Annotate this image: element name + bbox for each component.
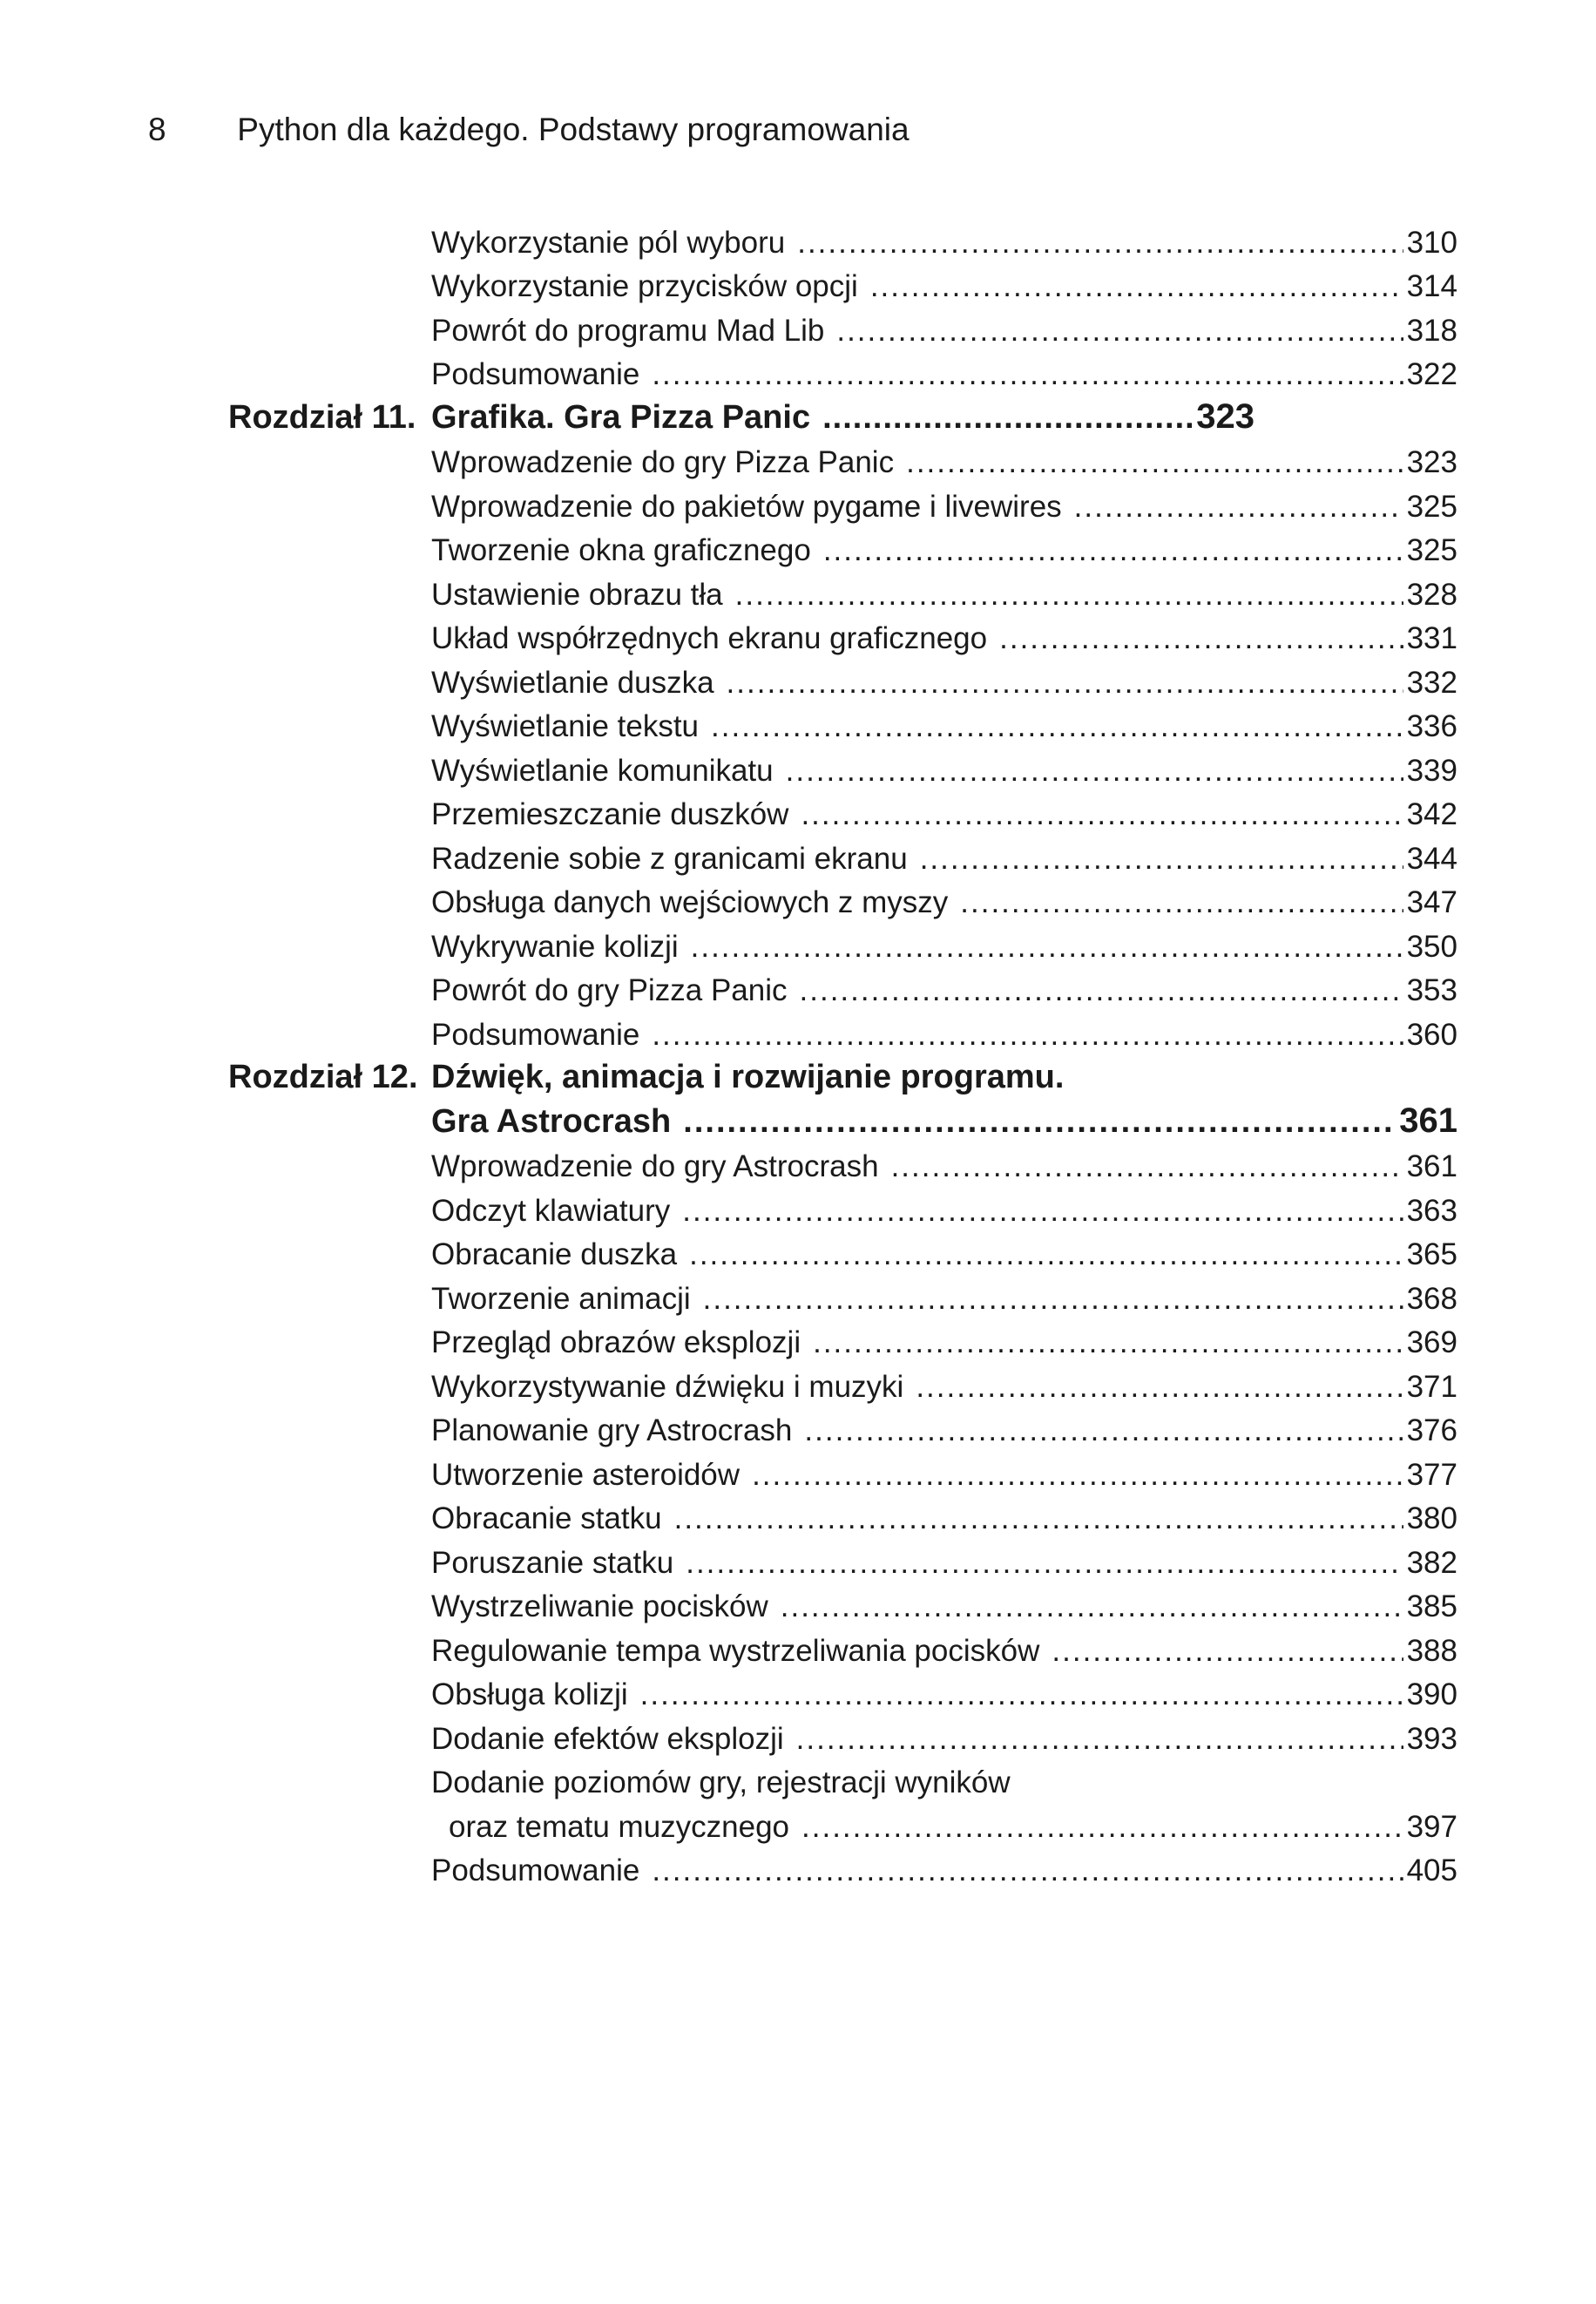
toc-entry-page: 310 — [1406, 225, 1457, 260]
dot-leader — [727, 666, 1403, 701]
toc-entry-page: 382 — [1406, 1545, 1457, 1580]
toc-entry-label: Wyświetlanie duszka — [431, 665, 714, 700]
toc-entry-row — [431, 1634, 1457, 1669]
toc-entry-row — [431, 1765, 1457, 1800]
toc-entry-row — [431, 1018, 1457, 1053]
dot-leader — [640, 1677, 1403, 1712]
dot-leader — [689, 1237, 1403, 1272]
dot-leader — [711, 709, 1403, 744]
dot-leader — [786, 754, 1403, 789]
toc-entry — [0, 1716, 1596, 1760]
toc-entry-continuation — [0, 1804, 1596, 1848]
toc-chapter-title: Gra Astrocrash — [431, 1102, 672, 1140]
toc-entry-label: Układ współrzędnych ekranu graficznego — [431, 621, 988, 655]
toc-entry-row — [431, 1546, 1457, 1581]
toc-entry — [0, 1540, 1596, 1584]
toc-entry-row — [431, 226, 1457, 261]
toc-entry-row — [431, 1853, 1457, 1888]
dot-leader — [870, 269, 1403, 304]
toc-entry-row — [431, 842, 1457, 877]
dot-leader — [682, 1194, 1403, 1229]
toc-entry-label: Poruszanie statku — [431, 1545, 674, 1580]
toc-entry — [0, 1760, 1596, 1805]
toc-entry-row — [431, 1194, 1457, 1229]
toc-entry-label: Dodanie poziomów gry, rejestracji wyników — [431, 1765, 1011, 1799]
toc-entry-page: 405 — [1406, 1853, 1457, 1887]
toc-entry — [0, 1320, 1596, 1365]
toc-entry-page: 369 — [1406, 1325, 1457, 1359]
toc-entry-page: 347 — [1406, 885, 1457, 919]
dot-leader — [822, 399, 1193, 437]
toc-entry-row — [431, 578, 1457, 613]
toc-entry — [0, 1012, 1596, 1056]
dot-leader — [801, 1810, 1403, 1845]
toc-entry — [0, 484, 1596, 528]
toc-entry-row — [431, 666, 1457, 701]
toc-entry-page: 376 — [1406, 1413, 1457, 1447]
dot-leader — [652, 1018, 1403, 1053]
toc-chapter-page: 323 — [1196, 396, 1254, 436]
toc-entry-label: Podsumowanie — [431, 357, 640, 391]
dot-leader — [703, 1282, 1403, 1317]
toc-entry-label: Wykrywanie kolizji — [431, 929, 679, 964]
toc-chapter-title: Dźwięk, animacja i rozwijanie programu. — [431, 1059, 1065, 1095]
toc-entry-page: 353 — [1406, 973, 1457, 1007]
toc-entry-page: 368 — [1406, 1281, 1457, 1316]
toc-entry-page: 350 — [1406, 929, 1457, 964]
toc-entry-page: 342 — [1406, 797, 1457, 831]
toc-entry-page: 323 — [1406, 445, 1457, 479]
toc-entry-page: 331 — [1406, 621, 1457, 655]
toc-entry-label: Podsumowanie — [431, 1853, 640, 1887]
toc-entry — [0, 924, 1596, 968]
toc-entry-row — [431, 754, 1457, 789]
toc-entry-row — [431, 1325, 1457, 1360]
dot-leader — [999, 621, 1403, 656]
toc-entry-row — [431, 1370, 1457, 1405]
toc-entry-row — [431, 1149, 1457, 1184]
toc-entry-label: Powrót do gry Pizza Panic — [431, 973, 788, 1007]
toc-entry-label: Tworzenie okna graficznego — [431, 533, 811, 567]
toc-entry-label: Ustawienie obrazu tła — [431, 577, 723, 612]
toc-entry — [0, 308, 1596, 352]
toc-entry-row — [431, 533, 1457, 568]
page-number: 8 — [148, 112, 166, 147]
dot-leader — [686, 1546, 1403, 1581]
toc-entry-row — [431, 621, 1457, 656]
toc-entry — [0, 836, 1596, 880]
toc-entry — [0, 880, 1596, 925]
toc-chapter — [0, 396, 1596, 440]
toc-entry-label: oraz tematu muzycznego — [449, 1809, 790, 1844]
page-header — [148, 112, 910, 148]
toc-chapter-page: 361 — [1399, 1101, 1457, 1140]
toc-entry — [0, 1628, 1596, 1672]
toc-entry-page: 377 — [1406, 1457, 1457, 1492]
toc-entry — [0, 704, 1596, 749]
table-of-contents — [0, 220, 1596, 1892]
dot-leader — [916, 1370, 1403, 1405]
toc-entry — [0, 1408, 1596, 1453]
toc-entry-label: Obsługa kolizji — [431, 1677, 628, 1711]
toc-entry-page: 322 — [1406, 357, 1457, 391]
dot-leader — [674, 1501, 1403, 1536]
toc-entry — [0, 1364, 1596, 1408]
toc-entry-page: 332 — [1406, 665, 1457, 700]
toc-entry — [0, 528, 1596, 573]
toc-entry — [0, 1672, 1596, 1717]
toc-entry-label: Obsługa danych wejściowych z myszy — [431, 885, 949, 919]
toc-entry-label: Przegląd obrazów eksplozji — [431, 1325, 801, 1359]
toc-entry — [0, 1848, 1596, 1893]
toc-entry-row — [431, 490, 1457, 525]
toc-entry-label: Wystrzeliwanie pocisków — [431, 1589, 768, 1623]
toc-entry-row — [431, 1722, 1457, 1757]
toc-entry — [0, 352, 1596, 396]
toc-entry — [0, 572, 1596, 616]
toc-entry-row — [431, 269, 1457, 304]
dot-leader — [800, 973, 1403, 1008]
toc-entry-label: Obracanie statku — [431, 1501, 662, 1535]
toc-entry-label: Wprowadzenie do gry Pizza Panic — [431, 445, 895, 479]
dot-leader — [836, 314, 1403, 349]
dot-leader — [735, 578, 1403, 613]
dot-leader — [960, 885, 1403, 920]
toc-entry-label: Powrót do programu Mad Lib — [431, 313, 825, 348]
toc-entry-label: Wyświetlanie tekstu — [431, 709, 700, 743]
toc-entry-label: Wprowadzenie do pakietów pygame i livewires — [431, 489, 1062, 524]
toc-entry-page: 393 — [1406, 1721, 1457, 1756]
toc-entry-page: 344 — [1406, 841, 1457, 876]
toc-entry-page: 328 — [1406, 577, 1457, 612]
dot-leader — [683, 1103, 1396, 1141]
toc-entry — [0, 660, 1596, 704]
dot-leader — [906, 445, 1403, 480]
toc-entry-label: Podsumowanie — [431, 1017, 640, 1052]
toc-entry-row — [431, 445, 1457, 480]
toc-entry-label: Radzenie sobie z granicami ekranu — [431, 841, 908, 876]
toc-entry-row — [431, 797, 1457, 832]
dot-leader — [1074, 490, 1403, 525]
toc-entry-page: 390 — [1406, 1677, 1457, 1711]
toc-entry-row — [431, 1458, 1457, 1493]
toc-entry-label: Obracanie duszka — [431, 1237, 678, 1271]
toc-entry-page: 314 — [1406, 269, 1457, 303]
toc-entry-row — [431, 709, 1457, 744]
toc-chapter-prefix: Rozdział 12. — [228, 1059, 418, 1095]
toc-entry-label: Odczyt klawiatury — [431, 1193, 671, 1228]
toc-entry — [0, 440, 1596, 485]
toc-entry-row — [431, 885, 1457, 920]
toc-entry-page: 336 — [1406, 709, 1457, 743]
toc-entry-page: 361 — [1406, 1149, 1457, 1183]
toc-entry-label: Wyświetlanie komunikatu — [431, 753, 774, 788]
dot-leader — [823, 533, 1403, 568]
toc-entry — [0, 748, 1596, 792]
toc-entry — [0, 1496, 1596, 1541]
toc-entry-page: 339 — [1406, 753, 1457, 788]
toc-entry-label: Planowanie gry Astrocrash — [431, 1413, 793, 1447]
toc-entry — [0, 1188, 1596, 1232]
dot-leader — [752, 1458, 1403, 1493]
book-title: Python dla każdego. Podstawy programowania — [237, 112, 910, 147]
toc-chapter-prefix: Rozdział 11. — [228, 398, 416, 436]
toc-entry-label: Wykorzystanie pól wyboru — [431, 225, 786, 260]
toc-entry-page: 325 — [1406, 533, 1457, 567]
toc-entry-row — [431, 1677, 1457, 1712]
toc-chapter-row — [228, 397, 1254, 437]
dot-leader — [652, 1853, 1403, 1888]
dot-leader — [691, 930, 1403, 965]
dot-leader — [801, 797, 1403, 832]
toc-entry-label: Wprowadzenie do gry Astrocrash — [431, 1149, 879, 1183]
toc-entry-label: Wykorzystanie przycisków opcji — [431, 269, 858, 303]
toc-entry-page: 363 — [1406, 1193, 1457, 1228]
toc-entry-page: 325 — [1406, 489, 1457, 524]
dot-leader — [1052, 1634, 1403, 1669]
toc-entry-page: 397 — [1406, 1809, 1457, 1844]
toc-entry — [0, 1452, 1596, 1496]
dot-leader — [781, 1589, 1403, 1624]
toc-entry — [0, 264, 1596, 308]
toc-chapter-row — [431, 1101, 1457, 1141]
toc-entry-row — [431, 1589, 1457, 1624]
toc-entry — [0, 616, 1596, 661]
toc-entry-page: 388 — [1406, 1633, 1457, 1668]
dot-leader — [652, 357, 1403, 392]
toc-entry — [0, 1144, 1596, 1189]
toc-entry-page: 318 — [1406, 313, 1457, 348]
toc-entry-row — [431, 314, 1457, 349]
dot-leader — [891, 1149, 1403, 1184]
toc-entry-label: Dodanie efektów eksplozji — [431, 1721, 784, 1756]
toc-chapter-row — [228, 1059, 1254, 1096]
toc-entry-label: Wykorzystywanie dźwięku i muzyki — [431, 1369, 904, 1404]
toc-entry-row — [431, 1413, 1457, 1448]
toc-entry-row — [431, 1237, 1457, 1272]
dot-leader — [797, 226, 1403, 261]
toc-entry-label: Utworzenie asteroidów — [431, 1457, 741, 1492]
dot-leader — [813, 1325, 1403, 1360]
toc-entry-page: 360 — [1406, 1017, 1457, 1052]
toc-entry-row — [431, 973, 1457, 1008]
toc-entry-row — [449, 1810, 1457, 1845]
toc-entry — [0, 220, 1596, 264]
toc-entry-label: Przemieszczanie duszków — [431, 797, 789, 831]
toc-entry-row — [431, 930, 1457, 965]
toc-entry — [0, 1584, 1596, 1629]
toc-entry — [0, 968, 1596, 1013]
toc-entry-page: 371 — [1406, 1369, 1457, 1404]
toc-entry-page: 380 — [1406, 1501, 1457, 1535]
dot-leader — [920, 842, 1403, 877]
toc-entry-page: 385 — [1406, 1589, 1457, 1623]
toc-chapter-title: Grafika. Gra Pizza Panic — [431, 398, 811, 436]
toc-entry-row — [431, 357, 1457, 392]
toc-entry — [0, 792, 1596, 837]
dot-leader — [796, 1722, 1403, 1757]
toc-chapter — [0, 1056, 1596, 1101]
toc-entry-page: 365 — [1406, 1237, 1457, 1271]
toc-entry-label: Regulowanie tempa wystrzeliwania pocisków — [431, 1633, 1040, 1668]
toc-entry-row — [431, 1501, 1457, 1536]
toc-entry-row — [431, 1282, 1457, 1317]
toc-entry — [0, 1232, 1596, 1277]
toc-chapter-continuation — [0, 1100, 1596, 1144]
toc-entry-label: Tworzenie animacji — [431, 1281, 691, 1316]
toc-entry — [0, 1276, 1596, 1320]
dot-leader — [804, 1413, 1403, 1448]
